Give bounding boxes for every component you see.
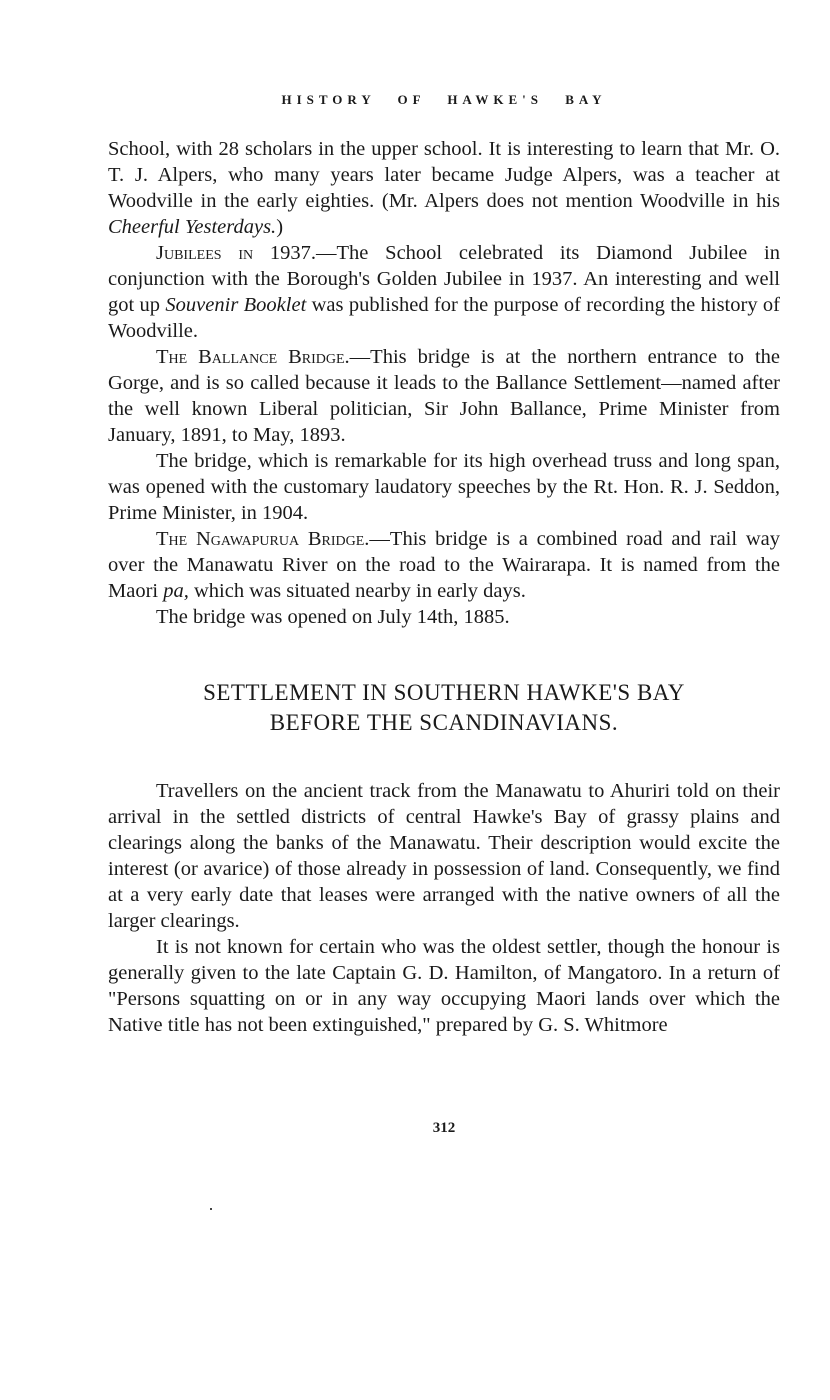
body-text (108, 136, 780, 1038)
paragraph-heading: Jubilees in 1937. (156, 242, 317, 264)
paragraph-text: School, with 28 scholars in the upper school. It is interesting to learn that Mr. O. T. J. Alpers, who many years later became Judge Alpers, was a teacher at Woodville in the early eighties. (Mr. Alpers does not mention Woodville in his (108, 138, 780, 212)
book-title: Souvenir Booklet (165, 294, 307, 316)
book-page (108, 0, 780, 1400)
paragraph-text: —This bridge is a combined road and rail way over the Manawatu River on the road to the Wairarapa. It is named from the Maori (108, 528, 780, 602)
paragraph: It is not known for certain who was the oldest settler, though the honour is generally given to the late Captain G. D. Hamilton, of Mangatoro. In a return of "Persons squatting on or in any way occupying Maori lands over which the Native title has not been extinguished," prepared by G. S. Whitmore (108, 936, 780, 1036)
paragraph (108, 136, 780, 240)
book-title: Cheerful Yesterdays. (108, 216, 277, 238)
paragraph: The bridge, which is remarkable for its high overhead truss and long span, was opened with the customary laudatory speeches by the Rt. Hon. R. J. Seddon, Prime Minister, in 1904. (108, 450, 780, 524)
italic-term: pa, (163, 580, 189, 602)
paragraph (108, 240, 780, 344)
paragraph-heading: The Ngawapurua Bridge. (156, 528, 370, 550)
paragraph-heading: The Ballance Bridge. (156, 346, 350, 368)
scan-speck (210, 1208, 212, 1210)
paragraph: Travellers on the ancient track from the Manawatu to Ahuriri told on their arrival in the settled districts of central Hawke's Bay of grassy plains and clearings along the banks of the Manawatu. Their description would excite the interest (or avarice) of those already in possession of land. Consequently, we find at a very early date that leases were arranged with the native owners of all the larger clearings. (108, 780, 780, 932)
section-heading-line: SETTLEMENT IN SOUTHERN HAWKE'S BAY (203, 680, 685, 705)
section-heading-line: BEFORE THE SCANDINAVIANS. (269, 710, 619, 735)
section-heading (108, 678, 780, 738)
paragraph (108, 344, 780, 448)
page-number: 312 (432, 1120, 456, 1136)
paragraph: The bridge was opened on July 14th, 1885. (156, 606, 510, 628)
paragraph-text: ) (276, 216, 284, 238)
paragraph-text: which was situated nearby in early days. (188, 580, 526, 602)
paragraph-text: was published for the purpose of recording the history of Woodville. (108, 294, 780, 342)
paragraph (108, 526, 780, 604)
running-head: HISTORY OF HAWKE'S BAY (281, 92, 607, 107)
paragraph-text: —The School celebrated its Diamond Jubilee in conjunction with the Borough's Golden Jubilee in 1937. An interesting and well got up (108, 242, 780, 316)
paragraph-text: —This bridge is at the northern entrance to the Gorge, and is so called because it leads to the Ballance Settlement—named after the well known Liberal politician, Sir John Ballance, Prime Minister from January, 1891, to May, 1893. (108, 346, 780, 446)
